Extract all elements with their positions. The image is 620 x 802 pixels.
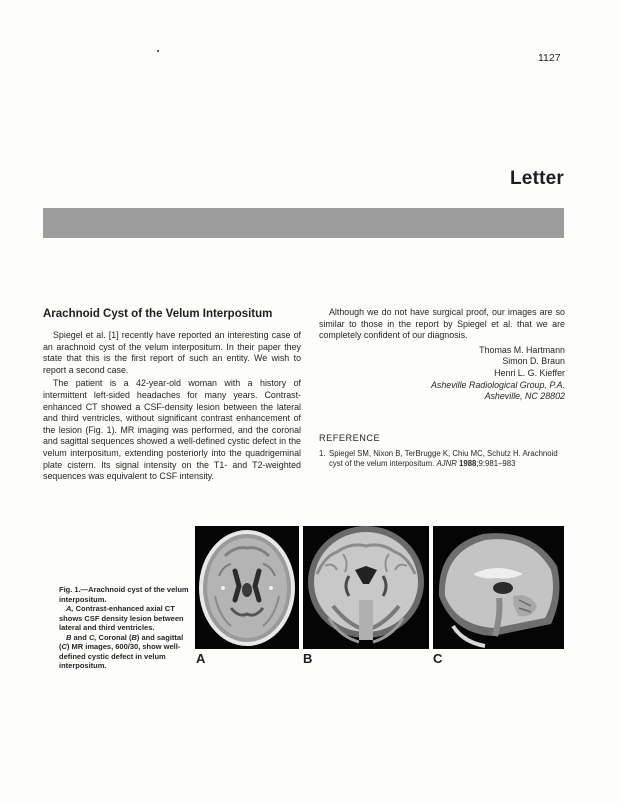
print-speck (157, 50, 159, 52)
paragraph-1: Spiegel et al. [1] recently have reported an interesting case of an arachnoid cyst of the velum interpositum. In their paper they state that this is the first report of such an entity. We wish to report a second case. (43, 330, 301, 375)
figure-panel-c-sagittal-mr (433, 526, 564, 649)
reference-journal: AJNR (436, 458, 457, 468)
affiliation: Asheville Radiological Group, P.A. (430, 379, 565, 390)
reference-heading: REFERENCE (319, 432, 381, 443)
reference-text: Spiegel SM, Nixon B, TerBrugge K, Chiu MC, Schutz H. Arachnoid cyst of the velum interpositum. (329, 448, 558, 468)
paragraph-3: Although we do not have surgical proof, our images are so similar to those in the report by Spiegel et al. that we are completely confident of our diagnosis. (319, 307, 565, 341)
reference-year: 1988 (459, 458, 477, 468)
right-column (319, 307, 565, 469)
article-heading: Arachnoid Cyst of the Velum Interpositum (43, 308, 273, 320)
axial-ct-image (195, 526, 299, 649)
location: Asheville, NC 28802 (484, 391, 565, 402)
author-1: Thomas M. Hartmann (479, 344, 565, 355)
panel-label-c: C (433, 651, 443, 666)
panel-label-a: A (196, 651, 206, 666)
left-column (43, 307, 301, 485)
reference-number: 1. (319, 448, 326, 458)
figure-panel-b-coronal-mr (303, 526, 429, 649)
page-number: 1127 (538, 52, 561, 64)
reference-item (319, 449, 565, 469)
reference-pages: ;9:981–983 (476, 458, 516, 468)
caption-a: A, Contrast-enhanced axial CT shows CSF density lesion between lateral and third ventricles. (59, 604, 184, 632)
caption-bc: B and C, Coronal (B) and sagittal (C) MR images, 600/30, show well-defined cystic defect in velum interpositum. (59, 632, 184, 670)
figure-caption (59, 585, 193, 671)
author-2: Simon D. Braun (502, 356, 565, 367)
caption-title: Fig. 1.—Arachnoid cyst of the velum interpositum. (59, 585, 189, 604)
header-bar (43, 208, 564, 238)
section-title: Letter (510, 168, 564, 189)
paragraph-2: The patient is a 42-year-old woman with a history of intermittent left-sided headaches for many years. Contrast-enhanced CT showed a CSF-density lesion between the lateral and third ventricles, without significant contrast enhancement of the lesion (Fig. 1). MR imaging was performed, and the coronal and sagittal sequences showed a well-defined cystic defect in the velum interpositum, extending posteriorly into the quadrigeminal plate cistern. Its signal intensity on the T1- and T2-weighted sequences was equivalent to CSF intensity. (43, 378, 301, 482)
figure-panel-a-axial-ct (195, 526, 299, 649)
signature-block (319, 345, 565, 403)
author-3: Henri L. G. Kieffer (494, 367, 565, 378)
coronal-mr-image (303, 526, 429, 649)
sagittal-mr-image (433, 526, 564, 649)
panel-label-b: B (303, 651, 313, 666)
